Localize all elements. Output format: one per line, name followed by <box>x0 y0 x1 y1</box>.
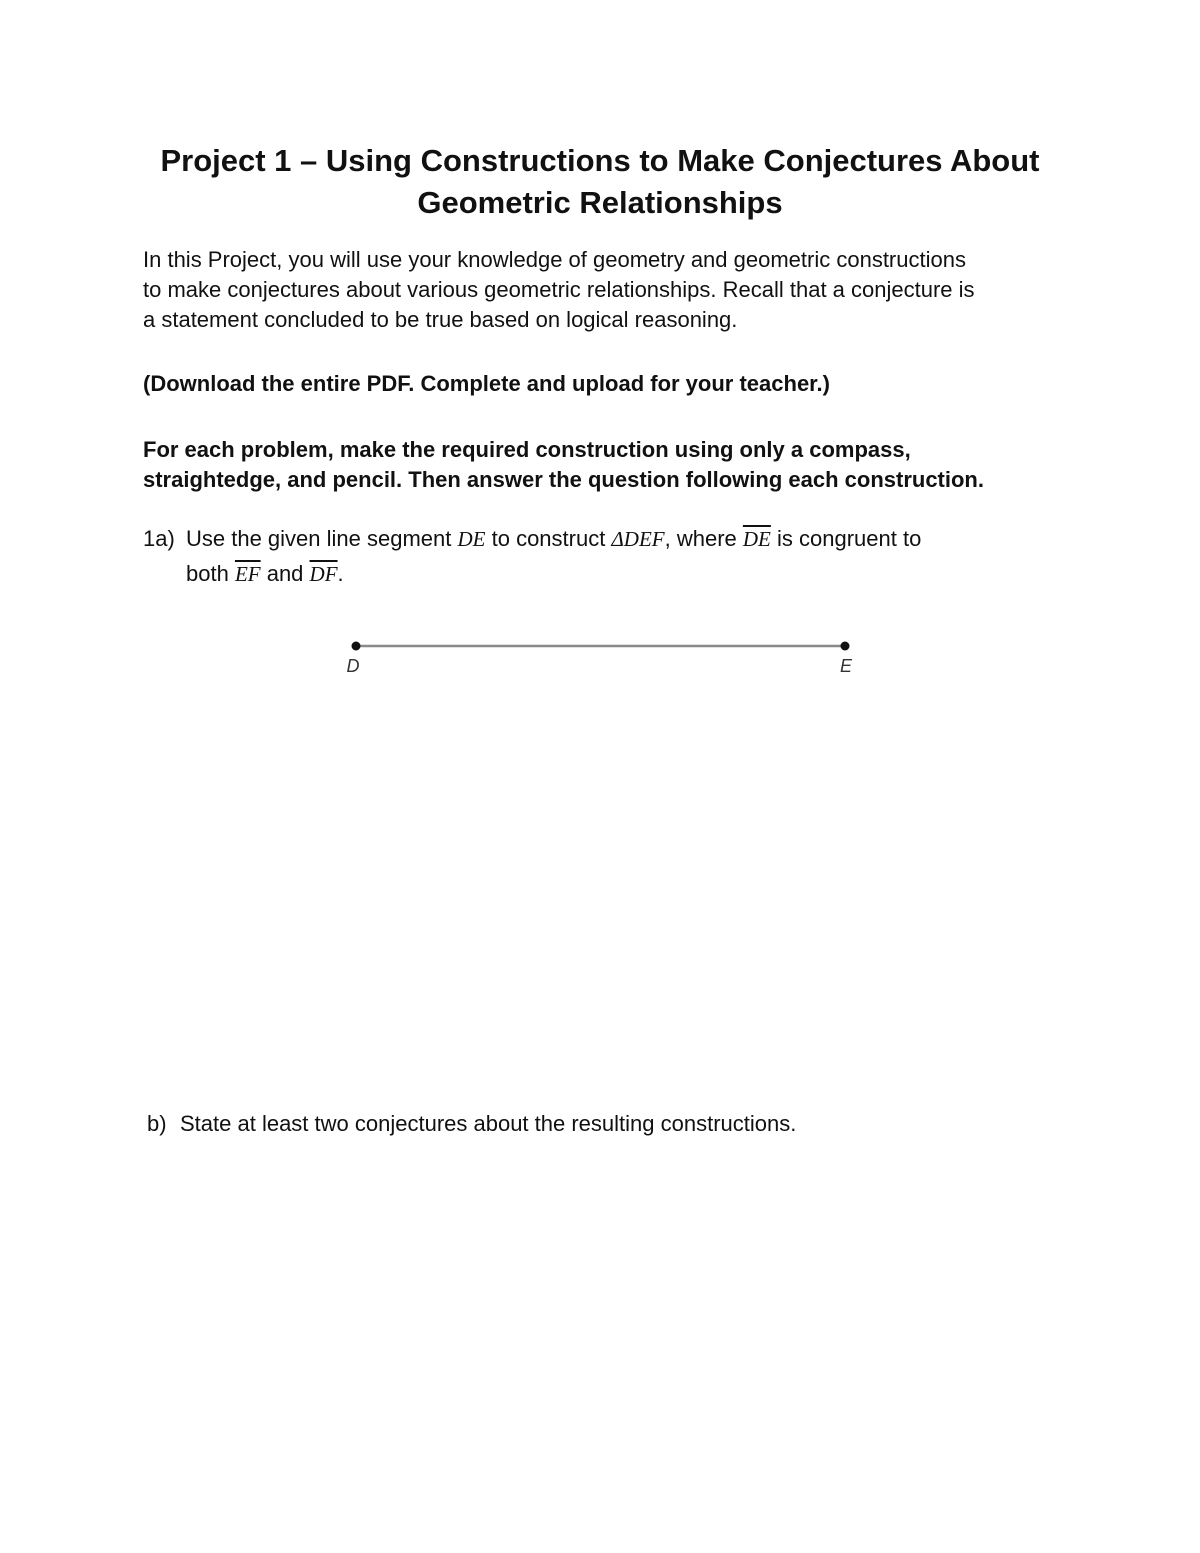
segment-ef-overline: $\overline{EF}$ <box>234 562 261 586</box>
download-note-text: (Download the entire PDF. Complete and upload for your teacher.) <box>143 371 830 396</box>
q1a-text: is congruent to <box>770 526 922 551</box>
q1a-text: , where <box>664 526 743 551</box>
q1a-text: . <box>337 561 344 586</box>
segment-de-label: DE <box>457 527 486 551</box>
q1a-text: to construct <box>485 526 612 551</box>
segment-df-overline: $\overline{DF}$ <box>309 562 338 586</box>
point-e <box>841 642 850 651</box>
point-e-label: E <box>839 656 853 676</box>
question-1a-label: 1a) <box>143 526 175 551</box>
question-1b-text: State at least two conjectures about the resulting constructions. <box>180 1111 797 1136</box>
q1a-text: and <box>260 561 310 586</box>
title-line-2: Geometric Relationships <box>417 185 783 220</box>
q1a-text: Use the given line segment <box>186 526 458 551</box>
triangle-def-label: ΔDEF <box>611 527 665 551</box>
intro-line: to make conjectures about various geometric relationships. Recall that a conjecture is <box>143 277 975 302</box>
title-line-1: Project 1 – Using Constructions to Make Conjectures About <box>160 143 1040 178</box>
q1a-text: both <box>186 561 235 586</box>
point-d-label: D <box>346 656 360 676</box>
intro-line: a statement concluded to be true based on logical reasoning. <box>143 307 738 332</box>
intro-line: In this Project, you will use your knowledge of geometry and geometric constructions <box>143 247 966 272</box>
instructions-line: For each problem, make the required construction using only a compass, <box>143 437 911 462</box>
instructions-line: straightedge, and pencil. Then answer the question following each construction. <box>143 467 984 492</box>
segment-de-overline: $\overline{DE}$ <box>742 527 771 551</box>
question-1b-label: b) <box>147 1111 167 1136</box>
point-d <box>352 642 361 651</box>
